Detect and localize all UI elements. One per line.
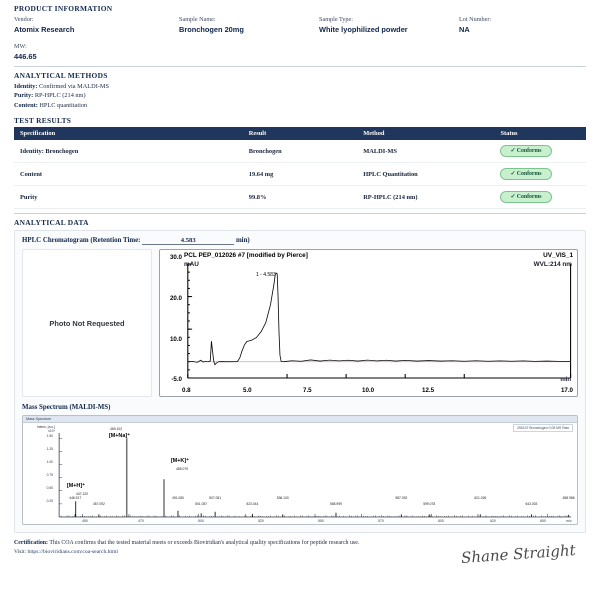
column-specification: Specification	[14, 127, 243, 140]
hplc-chromatogram-chart	[159, 249, 578, 397]
row-purity-result: 99.8%	[243, 186, 357, 209]
field-lot-number-label: Lot Number:	[459, 16, 492, 23]
ms-minor-mz-label: 587.092	[395, 496, 408, 501]
row-content-status	[494, 163, 586, 186]
mass-spectrum-y-label	[25, 425, 55, 433]
photo-placeholder-box	[22, 249, 152, 397]
mass-spectrum-legend: 250107 Bronchogen 0.05 MS Raw	[513, 424, 573, 432]
status-badge: ✓ Conforms	[500, 191, 551, 203]
ms-xtick-1: 470	[138, 519, 144, 524]
photo-placeholder-text: Photo Not Requested	[49, 318, 125, 328]
table-row	[14, 186, 586, 209]
mass-spectrum-chart	[22, 415, 578, 525]
mass-spectrum-title: Mass Spectrum (MALDI-MS)	[22, 404, 111, 412]
method-identity	[14, 82, 586, 91]
field-sample-type-value: White lyophilized powder	[319, 25, 408, 34]
ms-ytick-075: 0.75	[46, 473, 53, 478]
hplc-chromatogram-title	[22, 237, 578, 245]
analytical-methods-heading: ANALYTICAL METHODS	[14, 71, 108, 80]
ms-ytick-125: 1.25	[46, 447, 53, 452]
column-result: Result	[243, 127, 357, 140]
ms-minor-mz-label: 643.003	[525, 502, 538, 507]
field-sample-name-value: Bronchogen 20mg	[179, 25, 244, 34]
ms-xtick-5: 570	[378, 519, 384, 524]
ms-minor-mz-label: 558.999	[330, 502, 342, 507]
ms-xtick-7: 620	[490, 519, 496, 524]
ms-minor-mz-label: 536.100	[276, 496, 289, 501]
row-identity-result: Bronchogen	[243, 140, 357, 163]
ms-minor-mz-label: 446.917	[69, 496, 82, 501]
row-identity-status	[494, 140, 586, 163]
method-identity-value: Confirmed via MALDI-MS	[39, 83, 109, 90]
ms-minor-mz-label: 491.080	[172, 496, 184, 501]
table-row	[14, 163, 586, 186]
signature: Shane Straight	[460, 541, 577, 568]
footer	[14, 539, 586, 568]
field-vendor	[14, 15, 179, 35]
chromatogram-trace	[160, 250, 577, 396]
chromatogram-row	[22, 249, 578, 397]
ms-ylabel-text: Intens. [a.u.]	[36, 425, 55, 430]
field-sample-name-label: Sample Name:	[179, 16, 216, 23]
chromatogram-xtick-0: 0.8	[182, 387, 191, 395]
column-method: Method	[357, 127, 494, 140]
chromatogram-xtick-3: 10.0	[362, 387, 375, 395]
chromatogram-detector: UV_VIS_1	[543, 252, 573, 260]
chromatogram-wavelength: WVL:214 nm	[533, 261, 572, 269]
ms-minor-mz-label: 523.044	[246, 502, 259, 507]
ms-minor-mz-label: 457.092	[92, 502, 105, 507]
ms-minor-mz-label: 501.057	[195, 502, 208, 507]
method-content	[14, 101, 586, 110]
divider-top	[14, 66, 586, 67]
row-purity-status	[494, 186, 586, 209]
method-purity	[14, 91, 586, 100]
chromatogram-xtick-5: 17.0	[560, 387, 573, 395]
ms-mz-mh: 447.120	[76, 492, 88, 497]
product-information-row	[14, 15, 586, 35]
field-lot-number-value: NA	[459, 25, 470, 34]
chromatogram-xtick-2: 7.5	[303, 387, 312, 395]
ms-minor-mz-label: 621.026	[474, 496, 487, 501]
ms-annotation-mk: [M+K]⁺	[171, 458, 189, 465]
field-sample-name	[179, 15, 319, 35]
ms-annotation-mh: [M+H]⁺	[67, 483, 85, 490]
ms-ytick-050: 0.50	[46, 486, 53, 491]
ms-mz-mna: 469.103	[110, 427, 122, 432]
row-purity-method: RP-HPLC (214 nm)	[357, 186, 494, 209]
row-content-method: HPLC Quantitation	[357, 163, 494, 186]
chromatogram-ytick-10: 10.0	[169, 336, 182, 344]
chromatogram-peak-annotation: 1 - 4.583	[256, 272, 276, 279]
ms-x-unit: m/z	[566, 519, 572, 524]
row-content-result: 19.64 mg	[243, 163, 357, 186]
analytical-data-panel	[14, 230, 586, 533]
chromatogram-xtick-1: 5.0	[243, 387, 252, 395]
ms-xtick-2: 500	[198, 519, 204, 524]
row-identity-method: MALDI-MS	[357, 140, 494, 163]
coa-search-link[interactable]: https://bioviridians.com/coa-search.html	[27, 549, 118, 556]
chromatogram-xtick-4: 12.5	[422, 387, 435, 395]
field-mw	[14, 42, 586, 62]
field-sample-type	[319, 15, 459, 35]
method-identity-label: Identity:	[14, 83, 38, 90]
row-identity-spec: Identity: Bronchogen	[14, 140, 243, 163]
mass-spectrum-trace	[23, 423, 577, 525]
chromatogram-header	[184, 252, 573, 259]
ms-xtick-6: 600	[438, 519, 444, 524]
ms-minor-mz-label: 599.078	[423, 502, 436, 507]
product-information-heading: PRODUCT INFORMATION	[14, 4, 113, 13]
table-row	[14, 140, 586, 163]
field-lot-number	[459, 15, 569, 35]
field-sample-type-label: Sample Type:	[319, 16, 353, 23]
method-purity-value: RP-HPLC (214 nm)	[34, 92, 86, 100]
chromatogram-sample-title: PCL PEP_012026 #7 [modified by Pierce]	[184, 252, 308, 260]
certification-label: Certification:	[14, 540, 49, 547]
ms-ytick-025: 0.25	[46, 499, 53, 504]
chromatogram-y-unit: mAU	[184, 261, 199, 269]
column-status: Status	[494, 127, 586, 140]
ms-ytick-150: 1.50	[46, 434, 53, 439]
field-vendor-label: Vendor:	[14, 16, 34, 23]
method-content-label: Content:	[14, 101, 38, 109]
row-purity-spec: Purity	[14, 186, 243, 209]
ms-minor-mz-label: 658.986	[562, 496, 575, 501]
method-purity-label: Purity:	[14, 92, 34, 100]
mass-spectrum-section	[22, 404, 578, 525]
field-mw-label: MW:	[14, 43, 27, 50]
chromatogram-ytick-neg5: -5.0	[171, 376, 182, 384]
ms-yscale-text: x10⁴	[48, 429, 55, 434]
ms-minor-mz-label: 507.051	[209, 496, 222, 501]
chromatogram-ytick-30: 30.0	[169, 254, 182, 262]
ms-xtick-4: 550	[318, 519, 324, 524]
status-badge: ✓ Conforms	[500, 145, 551, 157]
certification-text: This COA confirms that the tested material meets or exceeds Bioviridian's analytical quality specifications for peptide research use.	[49, 540, 360, 547]
ms-annotation-mna: [M+Na]⁺	[109, 433, 130, 440]
field-vendor-value: Atomix Research	[14, 25, 75, 34]
hplc-title-post: min)	[235, 237, 250, 245]
hplc-title-pre: HPLC Chromatogram (Retention Time:	[22, 237, 141, 245]
ms-xtick-3: 520	[258, 519, 264, 524]
method-content-value: HPLC quantitation	[39, 101, 88, 109]
status-badge: ✓ Conforms	[500, 168, 551, 180]
analytical-data-heading: ANALYTICAL DATA	[14, 218, 89, 228]
field-mw-value: 446.65	[14, 52, 37, 61]
table-header-row	[14, 127, 586, 140]
retention-time-value: 4.583	[142, 237, 234, 245]
mass-spectrum-window-bar: Mass Spectrum	[23, 416, 577, 423]
chromatogram-x-unit: min	[560, 377, 571, 384]
visit-label: Visit:	[14, 549, 27, 556]
ms-mz-mk: 485.079	[176, 467, 188, 472]
ms-xtick-0: 450	[82, 519, 88, 524]
test-results-heading: TEST RESULTS	[14, 116, 72, 126]
divider-analytical-data	[14, 213, 586, 214]
row-content-spec: Content	[14, 163, 243, 186]
ms-xtick-8: 650	[540, 519, 546, 524]
ms-ytick-100: 1.00	[46, 460, 53, 465]
test-results-table	[14, 127, 586, 209]
chromatogram-ytick-20: 20.0	[169, 295, 182, 303]
